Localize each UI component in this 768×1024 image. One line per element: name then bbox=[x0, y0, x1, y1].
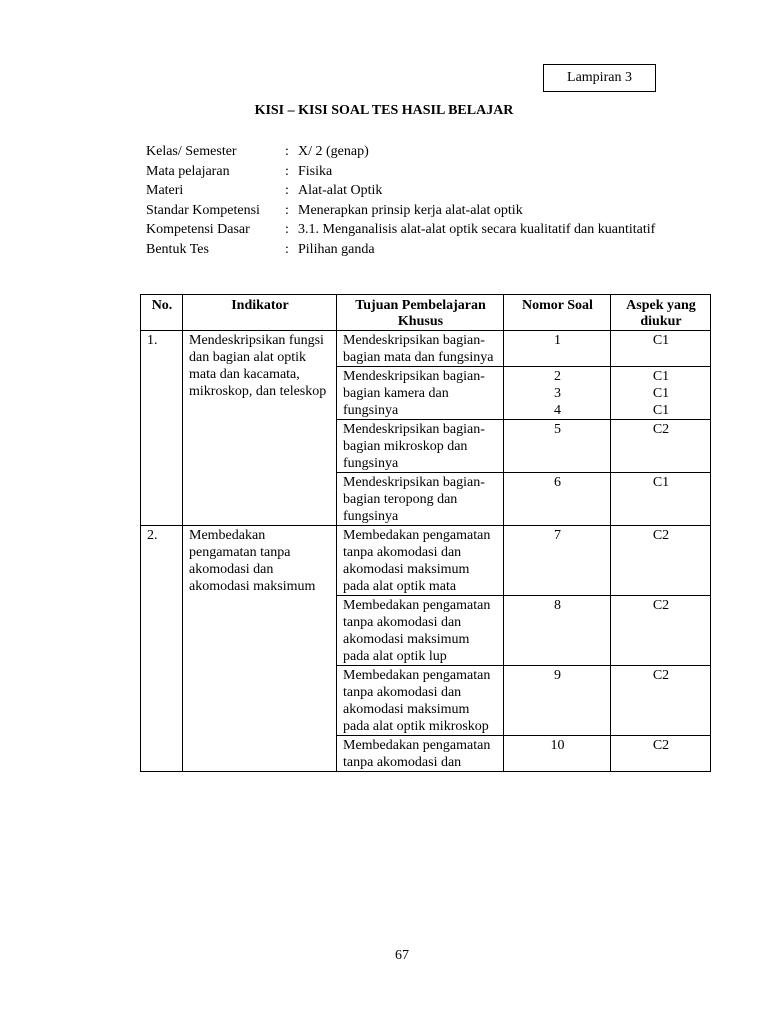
cell-nomor-soal bbox=[504, 473, 611, 526]
cell-tujuan: Mendeskripsikan bagian-bagian kamera dan fungsinya bbox=[337, 367, 504, 420]
info-row-standar bbox=[146, 201, 658, 221]
info-colon: : bbox=[285, 202, 289, 218]
header-indikator: Indikator bbox=[183, 295, 337, 331]
info-row-mapel bbox=[146, 162, 658, 182]
info-value: 3.1. Menganalisis alat-alat optik secara kualitatif dan kuantitatif bbox=[298, 222, 656, 237]
nomor-soal-value: 3 bbox=[554, 386, 561, 401]
header-aspek: Aspek yang diukur bbox=[611, 295, 711, 331]
cell-aspek bbox=[611, 736, 711, 772]
cell-nomor-soal bbox=[504, 736, 611, 772]
info-colon: : bbox=[285, 183, 289, 198]
table-row bbox=[141, 526, 711, 596]
nomor-soal-value: 1 bbox=[554, 333, 561, 348]
lampiran-box: Lampiran 3 bbox=[543, 64, 656, 92]
cell-tujuan: Membedakan pengamatan tanpa akomodasi dan akomodasi maksimum pada alat optik lup bbox=[337, 596, 504, 666]
info-block bbox=[146, 142, 658, 259]
info-label: Kelas/ Semester bbox=[146, 144, 237, 159]
cell-aspek bbox=[611, 420, 711, 473]
info-colon: : bbox=[285, 163, 289, 179]
nomor-soal-value: 7 bbox=[554, 528, 561, 543]
aspek-value: C1 bbox=[652, 333, 670, 348]
cell-nomor-soal bbox=[504, 367, 611, 420]
info-row-kelas bbox=[146, 142, 658, 162]
cell-tujuan: Mendeskripsikan bagian-bagian mata dan fungsinya bbox=[337, 331, 504, 367]
cell-nomor-soal bbox=[504, 420, 611, 473]
cell-nomor-soal bbox=[504, 331, 611, 367]
cell-tujuan: Membedakan pengamatan tanpa akomodasi dan akomodasi maksimum pada alat optik mata bbox=[337, 526, 504, 596]
table-row bbox=[141, 331, 711, 367]
cell-aspek bbox=[611, 596, 711, 666]
nomor-soal-value: 9 bbox=[554, 668, 561, 683]
info-colon: : bbox=[285, 144, 289, 159]
cell-nomor-soal bbox=[504, 596, 611, 666]
nomor-soal-value: 4 bbox=[554, 403, 561, 418]
info-label: Mata pelajaran bbox=[146, 163, 230, 179]
info-label: Kompetensi Dasar bbox=[146, 222, 250, 237]
nomor-soal-value: 5 bbox=[554, 422, 561, 437]
nomor-soal-value: 6 bbox=[554, 475, 561, 490]
cell-aspek bbox=[611, 666, 711, 736]
table-header-row bbox=[141, 295, 711, 331]
info-value: Alat-alat Optik bbox=[298, 183, 383, 198]
aspek-value: C1 bbox=[652, 386, 670, 401]
info-value: Pilihan ganda bbox=[298, 241, 375, 257]
cell-tujuan: Mendeskripsikan bagian-bagian mikroskop dan fungsinya bbox=[337, 420, 504, 473]
document-title: KISI – KISI SOAL TES HASIL BELAJAR bbox=[254, 103, 514, 118]
aspek-value: C1 bbox=[652, 369, 670, 384]
aspek-value: C2 bbox=[652, 738, 670, 753]
header-tujuan: Tujuan Pembelajaran Khusus bbox=[337, 295, 504, 331]
cell-nomor-soal bbox=[504, 526, 611, 596]
nomor-soal-value: 8 bbox=[554, 598, 561, 613]
nomor-soal-value: 10 bbox=[550, 738, 565, 753]
table-body bbox=[141, 331, 711, 772]
header-no: No. bbox=[141, 295, 183, 331]
info-row-kompetensi bbox=[146, 220, 658, 240]
aspek-value: C2 bbox=[652, 598, 670, 613]
cell-tujuan: Mendeskripsikan bagian-bagian teropong dan fungsinya bbox=[337, 473, 504, 526]
info-row-bentuk bbox=[146, 240, 658, 260]
info-row-materi bbox=[146, 181, 658, 201]
cell-indikator: Mendeskripsikan fungsi dan bagian alat optik mata dan kacamata, mikroskop, dan teleskop bbox=[183, 331, 337, 526]
cell-tujuan: Membedakan pengamatan tanpa akomodasi dan akomodasi maksimum pada alat optik mikroskop bbox=[337, 666, 504, 736]
info-label: Standar Kompetensi bbox=[146, 202, 260, 218]
info-colon: : bbox=[285, 222, 289, 237]
cell-no: 2. bbox=[141, 526, 183, 772]
cell-no: 1. bbox=[141, 331, 183, 526]
kisi-table bbox=[140, 294, 711, 772]
aspek-value: C2 bbox=[652, 528, 670, 543]
aspek-value: C2 bbox=[652, 422, 670, 437]
cell-tujuan: Membedakan pengamatan tanpa akomodasi dan bbox=[337, 736, 504, 772]
aspek-value: C2 bbox=[652, 668, 670, 683]
nomor-soal-value: 2 bbox=[554, 369, 561, 384]
cell-aspek bbox=[611, 367, 711, 420]
aspek-value: C1 bbox=[652, 475, 670, 490]
info-label: Materi bbox=[146, 183, 184, 198]
cell-nomor-soal bbox=[504, 666, 611, 736]
cell-aspek bbox=[611, 331, 711, 367]
header-nomor-soal: Nomor Soal bbox=[504, 295, 611, 331]
info-value: Fisika bbox=[298, 163, 333, 179]
info-label: Bentuk Tes bbox=[146, 241, 209, 257]
aspek-value: C1 bbox=[652, 403, 670, 418]
info-value: Menerapkan prinsip kerja alat-alat optik bbox=[298, 202, 523, 218]
cell-aspek bbox=[611, 526, 711, 596]
info-value: X/ 2 (genap) bbox=[298, 144, 369, 159]
cell-indikator: Membedakan pengamatan tanpa akomodasi dan akomodasi maksimum bbox=[183, 526, 337, 772]
cell-aspek bbox=[611, 473, 711, 526]
info-colon: : bbox=[285, 241, 289, 257]
page-number: 67 bbox=[395, 948, 409, 963]
